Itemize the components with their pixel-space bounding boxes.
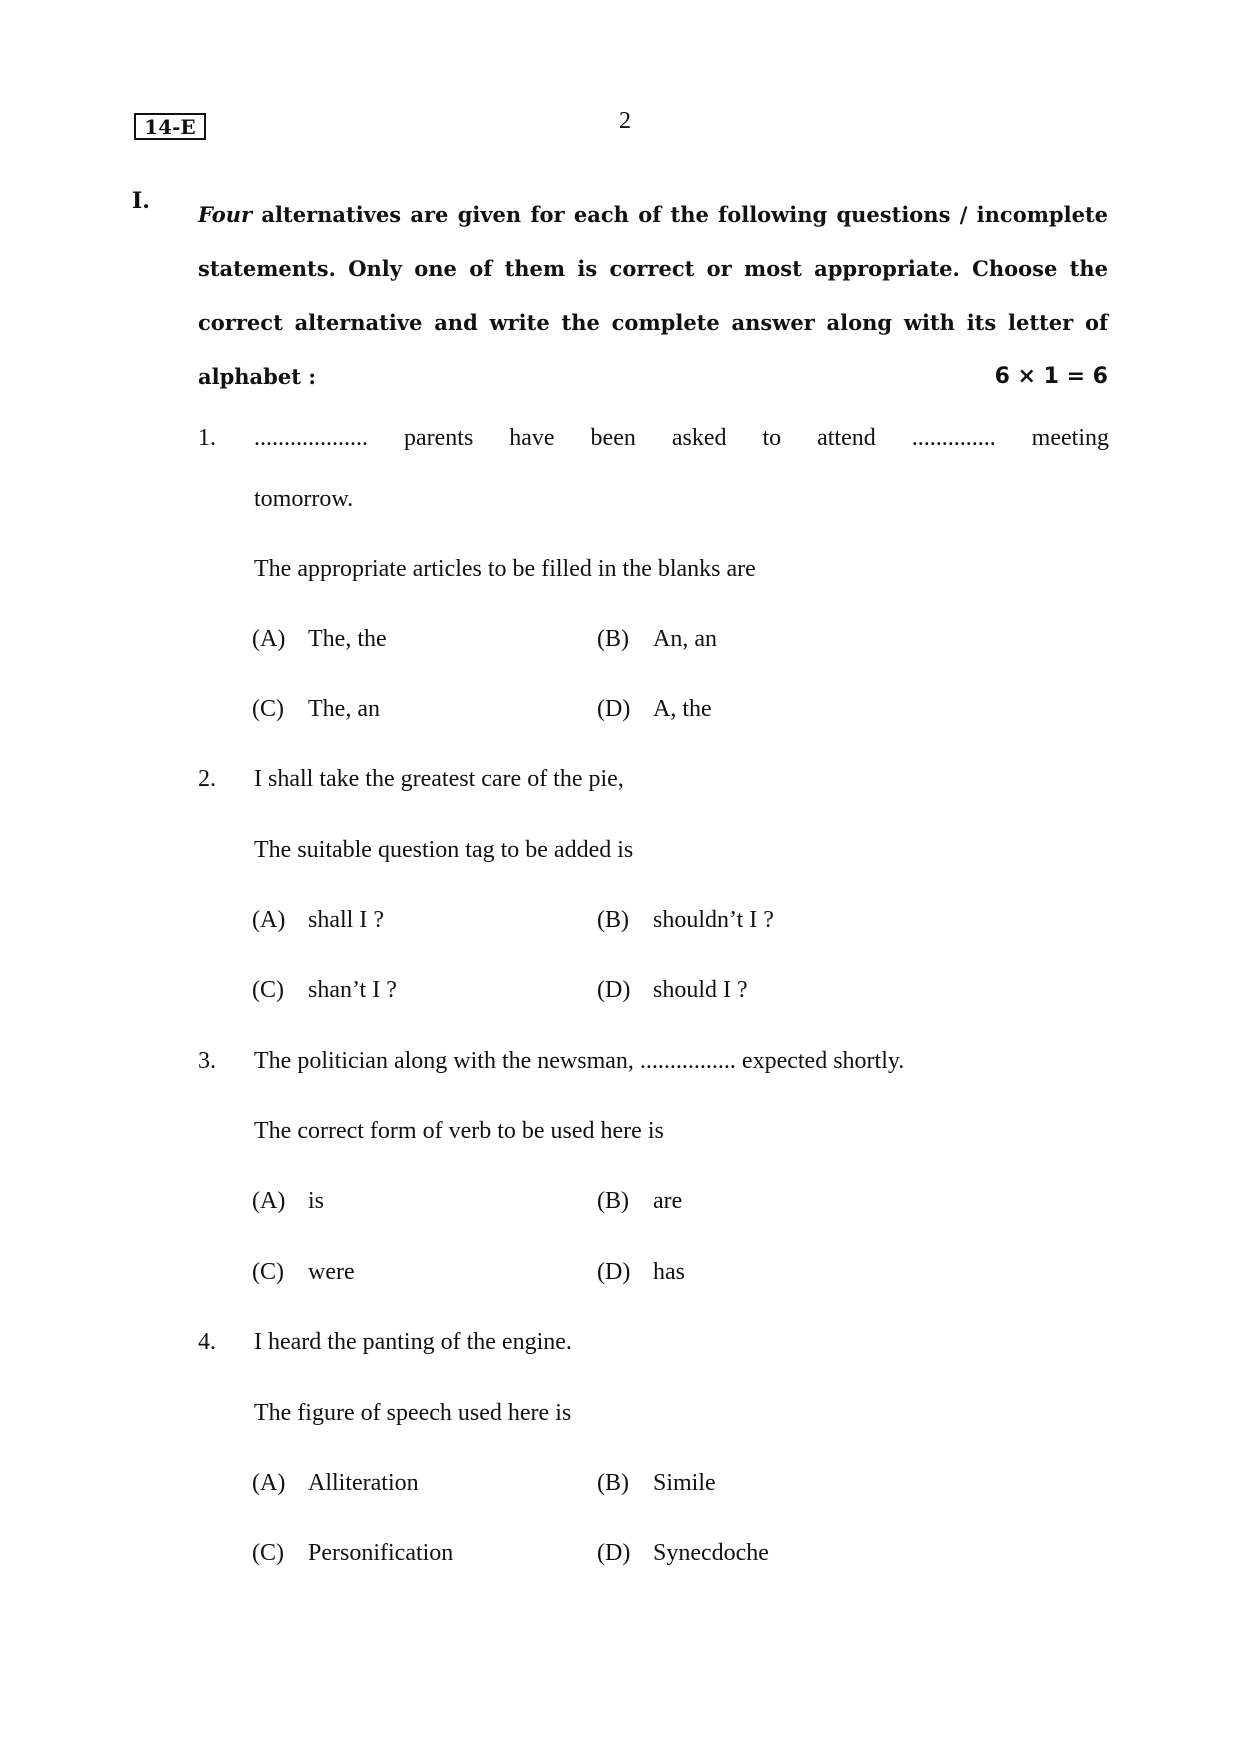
q1-option-b-text: An, an — [653, 626, 717, 652]
q1-option-c-text: The, an — [308, 696, 380, 722]
section-instruction — [198, 188, 1108, 404]
q4-option-b-letter: (B) — [597, 1470, 629, 1496]
q2-option-b-letter: (B) — [597, 907, 629, 933]
q4-option-a-text: Alliteration — [308, 1470, 419, 1496]
question-3-number: 3. — [198, 1048, 216, 1074]
q4-option-c-letter: (C) — [252, 1540, 284, 1566]
instruction-text: alternatives are given for each of the following questions / incomplete statements. Only one of them is correct or most appropriate. Choose the correct alternative and write the complete answer along with its letter of alphabet : — [198, 202, 1109, 389]
page-number: 2 — [619, 108, 631, 134]
question-4-prompt: The figure of speech used here is — [254, 1400, 572, 1426]
question-1-stem-line2: tomorrow. — [254, 486, 354, 512]
q3-option-c-letter: (C) — [252, 1259, 284, 1285]
q1-option-a-text: The, the — [308, 626, 387, 652]
question-1-number: 1. — [198, 425, 216, 451]
q3-option-b-text: are — [653, 1188, 683, 1214]
q1-option-d-letter: (D) — [597, 696, 631, 722]
q1-option-a-letter: (A) — [252, 626, 286, 652]
section-marks: 6 × 1 = 6 — [994, 364, 1108, 389]
question-1-stem-line1: ................... parents have been asked to attend .............. meeting — [254, 425, 1109, 451]
q4-option-a-letter: (A) — [252, 1470, 286, 1496]
q1-option-b-letter: (B) — [597, 626, 629, 652]
q2-option-a-text: shall I ? — [308, 907, 384, 933]
q2-option-c-letter: (C) — [252, 977, 284, 1003]
q4-option-d-letter: (D) — [597, 1540, 631, 1566]
q3-option-b-letter: (B) — [597, 1188, 629, 1214]
instruction-emphasis: Four — [198, 202, 253, 227]
q3-option-c-text: were — [308, 1259, 355, 1285]
q2-option-b-text: shouldn’t I ? — [653, 907, 774, 933]
question-2-stem: I shall take the greatest care of the pie, — [254, 766, 624, 792]
paper-code-box — [134, 113, 206, 140]
q2-option-c-text: shan’t I ? — [308, 977, 397, 1003]
question-1-prompt: The appropriate articles to be filled in the blanks are — [254, 556, 756, 582]
q2-option-a-letter: (A) — [252, 907, 286, 933]
paper-code: 14-E — [144, 114, 196, 139]
q3-option-a-letter: (A) — [252, 1188, 286, 1214]
q1-option-d-text: A, the — [653, 696, 712, 722]
q3-option-d-text: has — [653, 1259, 685, 1285]
q2-option-d-letter: (D) — [597, 977, 631, 1003]
section-number: I. — [132, 188, 150, 214]
q4-option-c-text: Personification — [308, 1540, 454, 1566]
question-3-stem: The politician along with the newsman, ................ expected shortly. — [254, 1048, 905, 1074]
q4-option-b-text: Simile — [653, 1470, 716, 1496]
question-2-prompt: The suitable question tag to be added is — [254, 837, 634, 863]
q4-option-d-text: Synecdoche — [653, 1540, 769, 1566]
question-2-number: 2. — [198, 766, 216, 792]
q3-option-d-letter: (D) — [597, 1259, 631, 1285]
q2-option-d-text: should I ? — [653, 977, 748, 1003]
q1-option-c-letter: (C) — [252, 696, 284, 722]
question-4-number: 4. — [198, 1329, 216, 1355]
q3-option-a-text: is — [308, 1188, 325, 1214]
question-4-stem: I heard the panting of the engine. — [254, 1329, 572, 1355]
question-3-prompt: The correct form of verb to be used here is — [254, 1118, 664, 1144]
